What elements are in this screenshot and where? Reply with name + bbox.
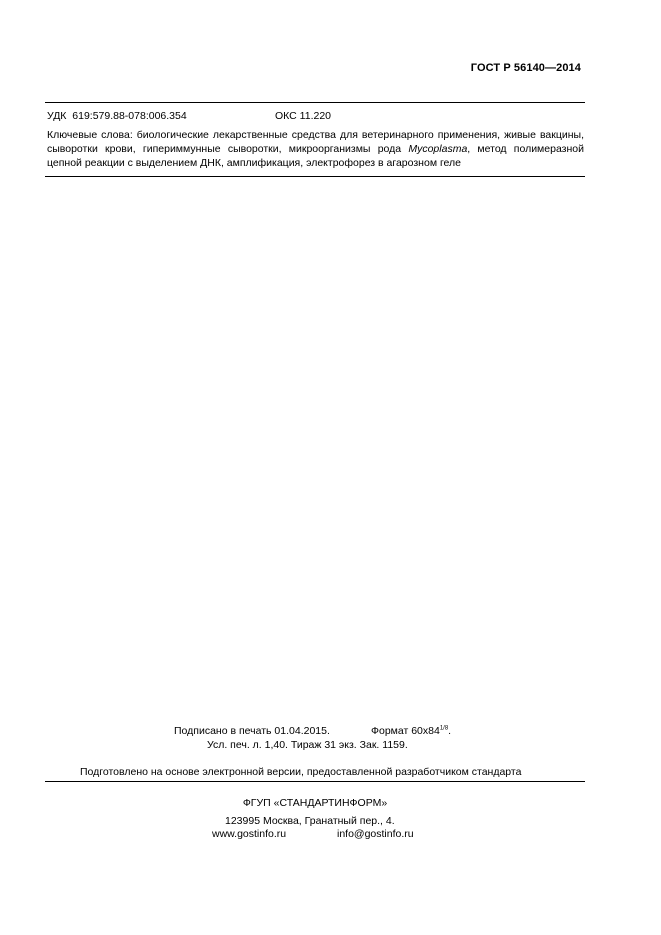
publisher-email[interactable]: info@gostinfo.ru bbox=[337, 828, 414, 840]
format-prefix: Формат 60x84 bbox=[371, 725, 440, 737]
keywords-text-1: биологические лекарственные средства для ветеринарного применения, живые вакцины, сыворотки крови, гипериммунные сыворотки, микроорганизмы рода bbox=[47, 129, 584, 155]
publisher-address: 123995 Москва, Гранатный пер., 4. bbox=[225, 815, 395, 827]
keywords-text-2: , метод полимеразной цепной реакции с выделением ДНК, амплификация, электрофорез в агарозном геле bbox=[47, 143, 584, 169]
print-details: Усл. печ. л. 1,40. Тираж 31 экз. Зак. 1159. bbox=[207, 739, 408, 751]
standard-code: ГОСТ Р 56140—2014 bbox=[470, 62, 581, 74]
signed-date: Подписано в печать 01.04.2015. bbox=[174, 725, 330, 737]
format-fraction: 1/8 bbox=[439, 725, 449, 732]
keywords-divider bbox=[45, 176, 585, 177]
format-suffix: . bbox=[448, 725, 452, 737]
paper-format bbox=[371, 725, 451, 737]
prepared-note: Подготовлено на основе электронной версии, предоставленной разработчиком стандарта bbox=[80, 766, 522, 778]
keywords-italic-term: Mycoplasma bbox=[408, 143, 468, 155]
keywords-label: Ключевые слова: bbox=[47, 129, 133, 141]
publisher-name: ФГУП «СТАНДАРТИНФОРМ» bbox=[242, 797, 388, 809]
classification-row bbox=[47, 110, 332, 122]
keywords-paragraph bbox=[47, 128, 584, 170]
oks-code: ОКС 11.220 bbox=[275, 110, 332, 122]
bottom-divider bbox=[45, 781, 585, 782]
top-divider bbox=[45, 102, 585, 103]
udc-code: УДК 619:579.88-078:006.354 bbox=[47, 110, 187, 122]
publisher-website[interactable]: www.gostinfo.ru bbox=[212, 828, 287, 840]
